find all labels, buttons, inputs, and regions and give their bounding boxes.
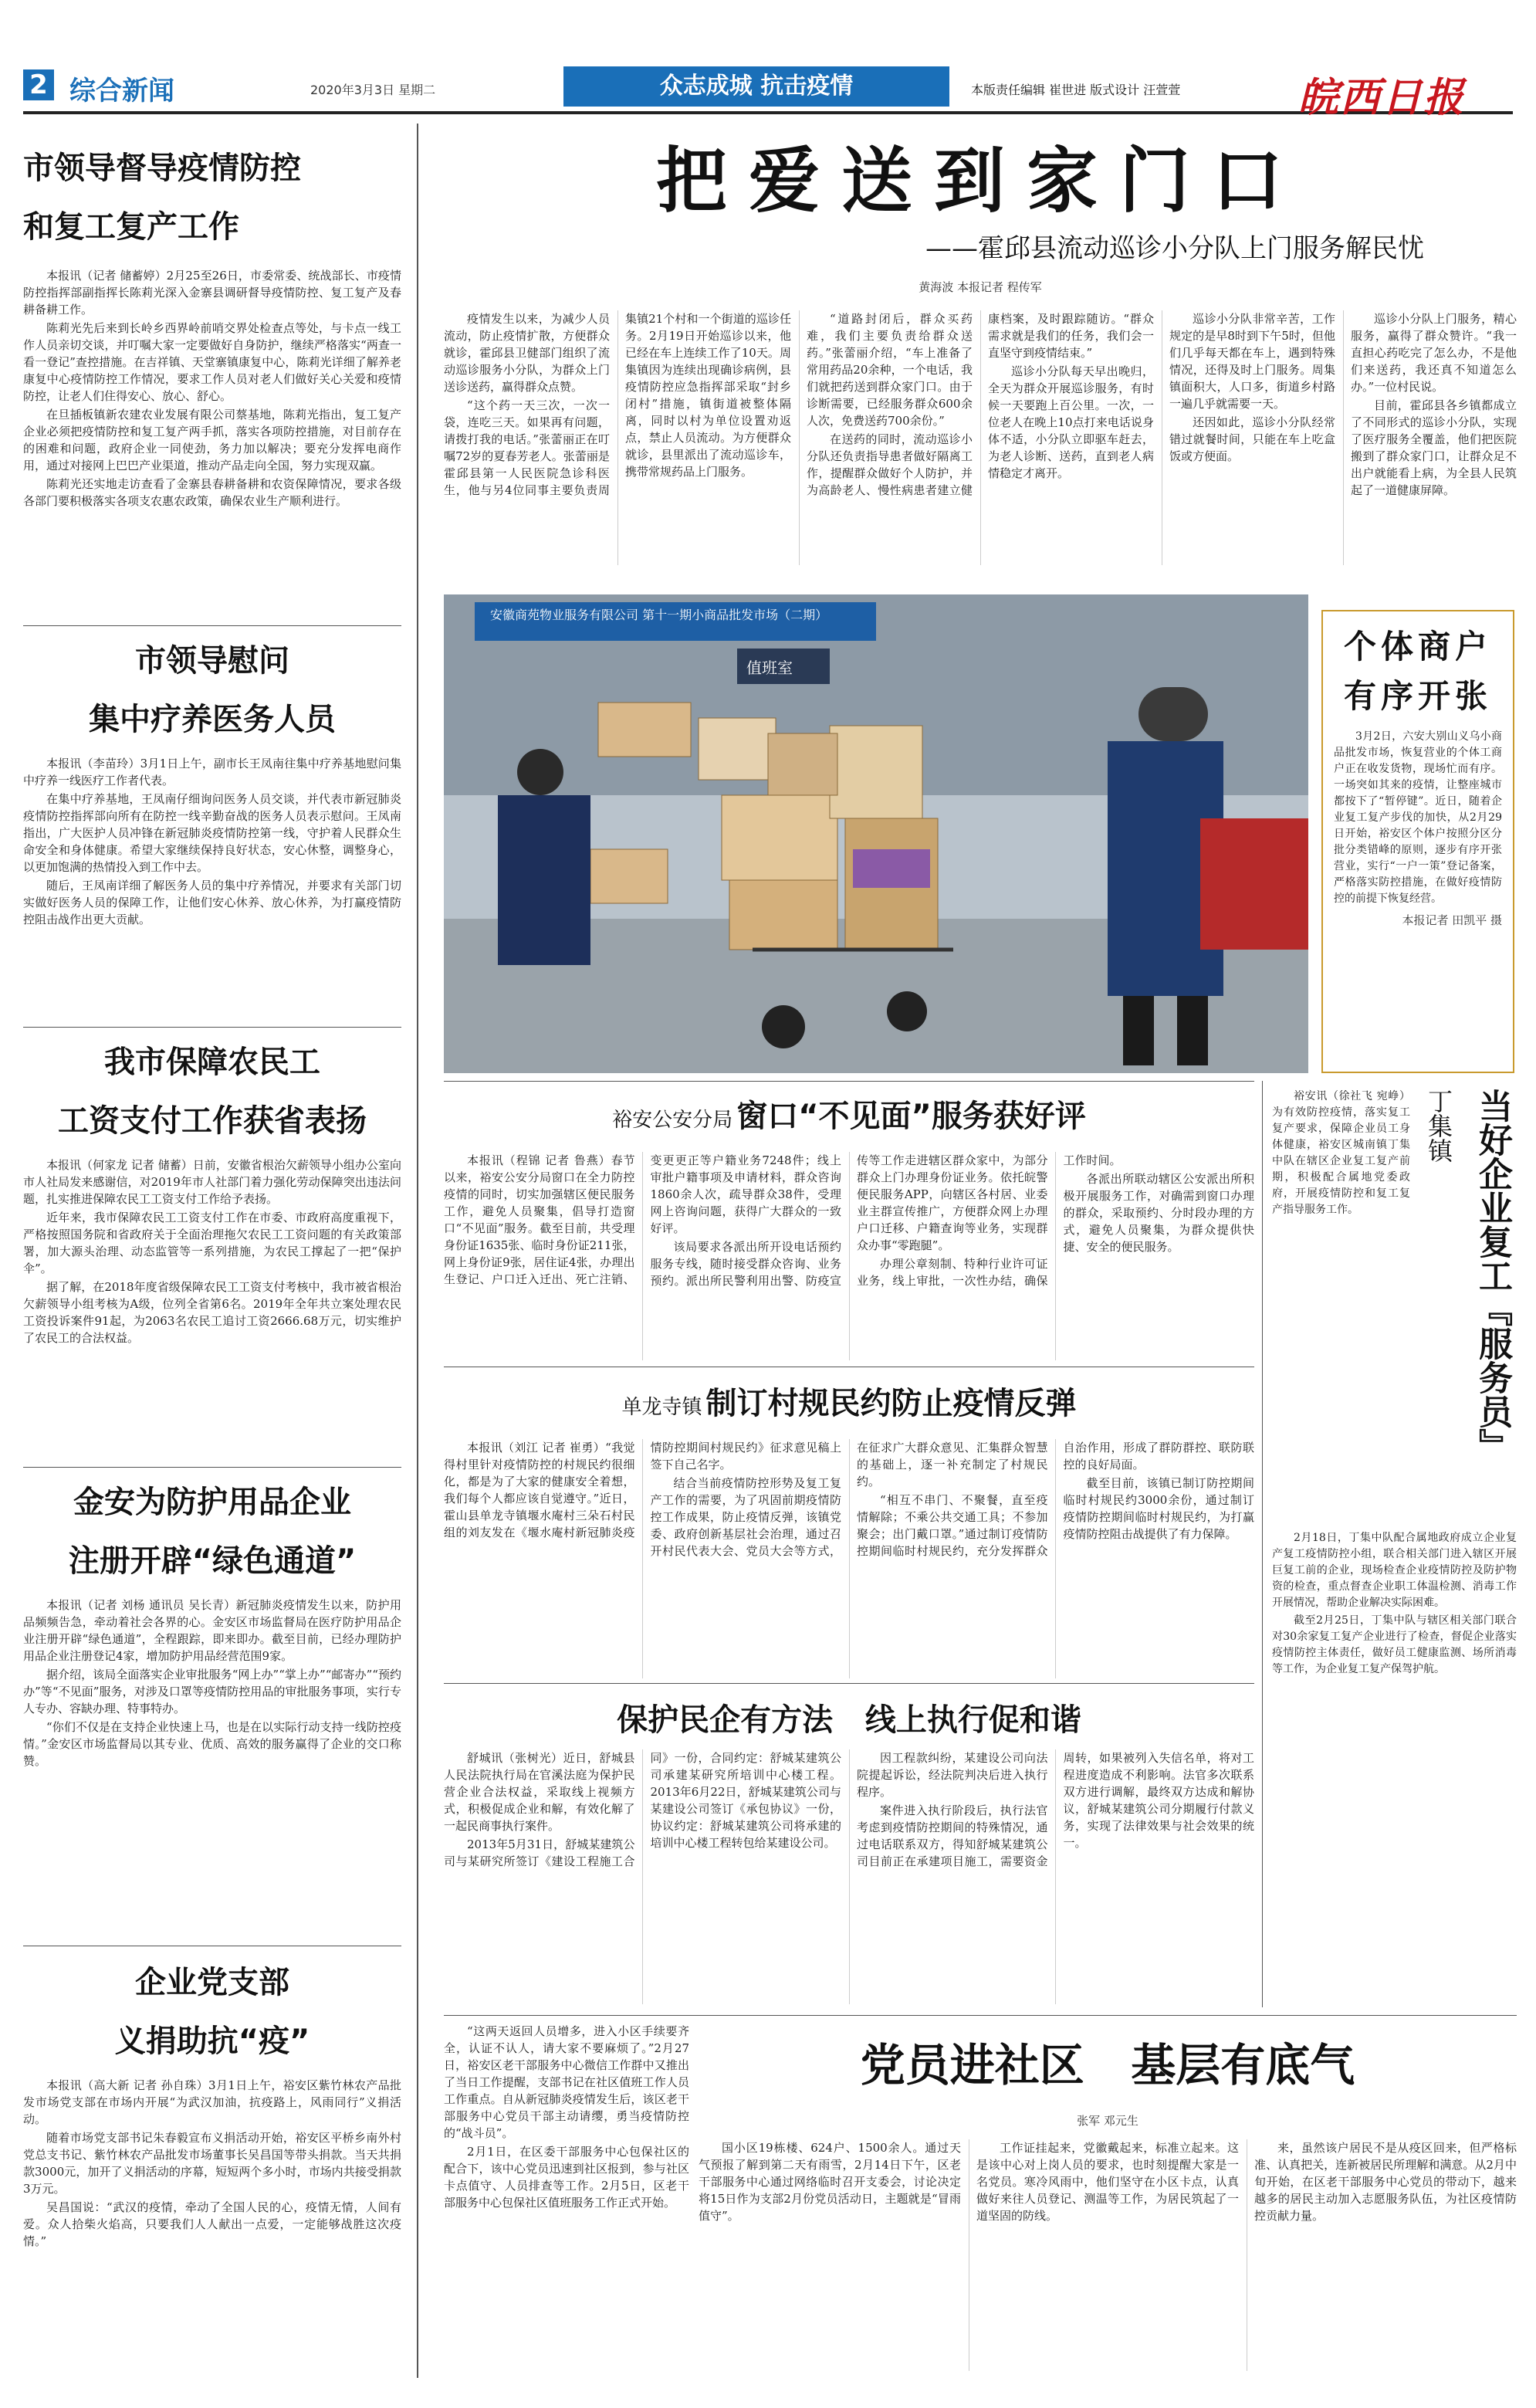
paragraph: 因工程款纠纷，某建设公司向法院提起诉讼，经法院判决后进入执行程序。: [857, 1751, 1048, 1799]
headline-line: 企业党支部: [135, 1965, 289, 2000]
article-body: [1272, 1530, 1517, 1678]
party-layout: [444, 2023, 1517, 2371]
headline-line: 我市保障农民工: [104, 1045, 320, 1080]
article-inspection: [23, 139, 401, 511]
headline: 党员进社区 基层有底气: [860, 2039, 1355, 2091]
paragraph: 陈莉光先后来到长岭乡西界岭前哨交界处检查点等处，与卡点一线工作人员亲切交谈，并叮嘱大家一定要做好自身防护，继续严格落实“两查一看一登记”查控措施。在吉祥镇、天堂寨镇康复中心，陈莉光详细了解养老康复中心疫情防控工作情况，要求工作人员对老人们做好关心关爱和疫情防控，让老人们住得安心、放心、舒心。: [23, 321, 401, 403]
article-village-rules: [444, 1374, 1254, 1678]
article-medical-staff: [23, 632, 401, 930]
paragraph: 2月1日，在区委干部服务中心包保社区的配合下，该中心党员迅速到社区报到，参与社区卡点值守、人员排查等工作。2月5日，区老干部服务中心包保社区值班服务工作正式开始。: [444, 2145, 689, 2210]
paragraph: “相互不串门、不聚餐，直至疫情解除；不乘公共交通工具；不参加聚会；出门戴口罩。”通过制订疫情防控期间临时村规民约，充分发挥群众自治作用，形成了群防群控、联防联控的良好局面。: [857, 1441, 1254, 1558]
column-divider: [1262, 1081, 1263, 2007]
paragraph: 各派出所联动辖区公安派出所积极开展服务工作，对确需到窗口办理的群众，采取预约、分时段办理的方式，避免人员聚集，为群众提供快捷、安全的便民服务。: [1063, 1172, 1254, 1254]
lead-paragraph: 本报讯（程锦 记者 鲁燕）春节以来，裕安公安分局窗口在全力防控疫情的同时，切实加强辖区便民服务工作，避免人员聚集，倡导打造窗口“不见面”服务。截至目前，共受理身份证1635张、临时身份证211张，网上身份证9张，居住证4张，办理出生登记、户口迁入迁出、死亡注销、变更更正等户籍业务7248件；线上审批户籍事项及申请材料，群众咨询1860余人次，疏导群众38件，受理网上咨询问题，获得广大群众的一致好评。: [444, 1153, 841, 1286]
article-dingji: [1272, 1089, 1517, 2007]
lead-paragraph: 本报讯（刘江 记者 崔勇）“我觉得村里针对疫情防控的村规民约很细化，都是为了大家的健康安全着想，我们每个人都应该自觉遵守。”近日，霍山县单龙寺镇堰水庵村三朵石村民组的刘友发在《堰水庵村新冠肺炎疫情防控期间村规民约》征求意见稿上签下自己名字。: [444, 1441, 841, 1539]
column-divider: [417, 124, 418, 2378]
divider: [444, 1081, 1254, 1082]
paragraph: 办理公章刻制、特种行业许可证业务，线上审批，一次性办结，确保工作时间。: [857, 1153, 1122, 1288]
paragraph: 结合当前疫情防控形势及复工复产工作的需要，为了巩固前期疫情防控工作成果，防止疫情反弹，该镇党委、政府创新基层社会治理，通过召开村民代表大会、党员大会等方式，在征求广大群众意见、汇集群众智慧的基础上，逐一补充制定了村规民约。: [650, 1441, 1048, 1558]
main-byline: 黄海波 本报记者 程传军: [919, 280, 1042, 294]
divider: [444, 2015, 1517, 2016]
headline-line: 注册开辟“绿色通道”: [68, 1543, 357, 1579]
paragraph: “你们不仅是在支持企业快速上马，也是在以实际行动支持一线防控疫情。”金安区市场监督局以其专业、优质、高效的服务赢得了企业的交口称赞。: [23, 1720, 401, 1768]
divider: [23, 625, 401, 626]
article-body: [23, 755, 401, 928]
paragraph: 该局要求各派出所开设电话预约服务专线，随时接受群众咨询、业务预约。派出所民警利用出警、防疫宣传等工作走进辖区群众家中，为部分群众上门办理身份证业务。依托皖警便民服务APP，向辖区各村居、业委业主群宣传推广，方便群众网上办理户口迁移、户籍查询等业务，实现群众办事“零跑腿”。: [650, 1153, 1048, 1288]
lead-paragraph: 本报讯（李苗玲）3月1日上午，副市长王凤南往集中疗养基地慰问集中疗养一线医疗工作者代表。: [23, 757, 401, 787]
lead-paragraph: 本报讯（记者 刘杨 通讯员 吴长青）新冠肺炎疫情发生以来，防护用品频频告急，牵动着社会各界的心。金安区市场监督局在医疗防护用品企业注册开辟“绿色通道”，全程跟踪，即来即办。截至目前，已经办理防护用品企业注册登记4家，增加防护用品经营范围9家。: [23, 1598, 401, 1663]
article-party-members: [444, 2023, 1517, 2371]
paragraph: “道路封闭后，群众买药难，我们主要负责给群众送药。”张蕾丽介绍，“车上准备了常用药品20余种，一个电话，我们就把药送到群众家门口。由于诊断需要，已经服务群众600余人次，免费送药700余份。”: [807, 312, 973, 428]
kicker: 裕安公安分局: [612, 1109, 733, 1132]
paragraph: 工作证挂起来，党徽戴起来，标准立起来。这是该中心对上岗人员的要求，也时刻提醒大家是一名党员。寒冷风雨中，他们坚守在小区卡点，认真做好来往人员登记、测温等工作，为居民筑起了一道坚固的防线。: [976, 2141, 1239, 2223]
paragraph: 截至2月25日，丁集中队与辖区相关部门联合对30余家复工复产企业进行了检查，督促企业落实疫情防控主体责任，做好员工健康监测、场所消毒等工作，为企业复工复产保驾护航。: [1272, 1614, 1517, 1675]
article-body: [444, 1749, 1254, 2004]
article-body: [23, 1157, 401, 1346]
section-title: 综合新闻: [69, 76, 174, 107]
issue-date: 2020年3月3日 星期二: [310, 83, 436, 97]
paragraph: 2013年5月31日，舒城某建筑公司与某研究所签订《建设工程施工合同》一份，合同约定：舒城某建筑公司承建某研究所培训中心楼工程。2013年6月22日，舒城某建筑公司与某建设公司签订《承包协议》一份，协议约定：舒城某建筑公司将承建的培训中心楼工程转包给某建设公司。: [444, 1751, 841, 1868]
headline-line: 和复工复产工作: [23, 209, 239, 245]
article-body: [23, 267, 401, 510]
headline-line: 工资支付工作获省表扬: [58, 1103, 367, 1139]
photo-caption-panel: [1138, 594, 1308, 1073]
headline: 保护民企有方法 线上执行促和谐: [617, 1702, 1081, 1738]
paragraph: 还因如此，巡诊小分队经常错过就餐时间，只能在车上吃盒饭或方便面。: [1169, 415, 1335, 463]
article-body: [699, 2139, 1517, 2371]
article-body-left: [444, 2023, 699, 2370]
paragraph: 在集中疗养基地，王凤南仔细询问医务人员交谈，并代表市新冠肺炎疫情防控指挥部向所有在防控一线辛勤奋战的医务人员表示慰问。王凤南指出，广大医护人员冲锋在新冠肺炎疫情防控第一线，守护着人民群众生命安全和身体健康。希望大家继续保持良好状态，安心休整，调整身心，以更加饱满的热情投入到工作中去。: [23, 792, 401, 874]
party-right: [699, 2023, 1517, 2371]
dingji-headline: 当好企业复工『服务员』: [1473, 1089, 1512, 1462]
article-wages: [23, 1033, 401, 1348]
paragraph: 据介绍，该局全面落实企业审批服务“网上办”“掌上办”“邮寄办”“预约办”等“不见面”服务，对涉及口罩等疫情防控用品的审批服务事项，实行专人专办、容缺办理、特事特办。: [23, 1668, 401, 1715]
dingji-kicker: 丁集镇: [1424, 1089, 1453, 1163]
headline-text: 窗口“不见面”服务获好评: [736, 1099, 1086, 1134]
paragraph: “这两天返回人员增多，进入小区手续要齐全，认证不认人，请大家不要麻烦了。”2月27日，裕安区老干部服务中心微信工作群中又推出了当日工作提醒，支部书记在社区值班工作人员工作重点。自从新冠肺炎疫情发生后，该区老干部服务中心党员干部主动请缨，勇当疫情防控的“战斗员”。: [444, 2024, 689, 2140]
paragraph: 目前，霍邱县各乡镇都成立了不同形式的巡诊小分队，实现了医疗服务全覆盖，他们把医院搬到了群众家门口，让群众足不出户就能看上病，为全县人民筑起了一道健康屏障。: [1351, 398, 1517, 497]
paragraph: 案件进入执行阶段后，执行法官考虑到疫情防控期间的特殊情况，通过电话联系双方，得知舒城某建筑公司目前正在承建项目施工，需要资金周转，如果被列入失信名单，将对工程进度造成不利影响。法官多次联系双方进行调解，最终双方达成和解协议，舒城某建筑公司分期履行付款义务，实现了法律效果与社会效果的统一。: [857, 1751, 1254, 1868]
main-article-body: [444, 310, 1517, 565]
kicker: 单龙寺镇: [621, 1396, 702, 1419]
dingji-title-block: [1272, 1089, 1517, 1521]
main-headline: 把爱送到家门口: [655, 140, 1304, 222]
paragraph: 巡诊小分队每天早出晚归，全天为群众开展巡诊服务，有时候一天要跑上百公里。一次，一位老人在晚上10点打来电话说身体不适，小分队立即驱车赶去，为老人诊断、送药，直到老人病情稳定才离开。: [988, 364, 1154, 480]
store-sign: 安徽商苑物业服务有限公司 第十一期小商品批发市场（二期）: [490, 608, 828, 622]
lead-paragraph: 舒城讯（张树光）近日，舒城县人民法院执行局在官溪法庭为保护民营企业合法权益，采取线上视频方式，积极促成企业和解，有效化解了一起民商事执行案件。: [444, 1751, 635, 1833]
paragraph: 来，虽然该户居民不是从疫区回来，但严格标准、认真把关，连新被居民所理解和满意。从2月中旬开始，在区老干部服务中心党员的带动下，越来越多的居民主动加入志愿服务队伍，为社区疫情防控贡献力量。: [1254, 2141, 1517, 2223]
article-body: [23, 1597, 401, 1770]
paragraph: 在旦插板镇新农建农业发展有限公司蔡基地，陈莉光指出，复工复产企业必须把疫情防控和复工复产两手抓，落实各项防控措施，对目前存在的困难和问题，政府企业一同使劲，务力加以解决；要充分发挥电商作用，通过对接网上巴巴产业渠道，推动产品走向全国，努力实现双赢。: [23, 408, 401, 472]
paragraph: 据了解，在2018年度省级保障农民工工资支付考核中，我市被省根治欠薪领导小组考核为A级，位列全省第6名。2019年全年共立案处理农民工资投诉案件91起，为2063名农民工追讨工资2666.68万元，切实维护了农民工的合法权益。: [23, 1280, 401, 1345]
photo-credit: 本报记者 田凯平 摄: [1402, 913, 1502, 927]
paragraph: 巡诊小分队非常辛苦，工作规定的是早8时到下午5时，但他们几乎每天都在车上，遇到特殊情况，还得及时上门服务。周集镇面积大，人口多，街道乡村路一遍几乎就需要一天。: [1169, 312, 1335, 411]
headline: [23, 198, 401, 256]
duty-room-sign: 值班室: [746, 659, 793, 677]
photo-caption: [1321, 610, 1514, 1073]
main-subtitle: ——霍邱县流动巡诊小分队上门服务解民忧: [925, 233, 1424, 264]
lead-paragraph: 本报讯（记者 储蓄婷）2月25至26日，市委常委、统战部长、市疫情防控指挥部副指挥长陈莉光深入金寨县调研督导疫情防控、复工复产及春耕备耕工作。: [23, 269, 401, 317]
lead-paragraph: 本报讯（高大新 记者 孙自珠）3月1日上午，裕安区紫竹林农产品批发市场党支部在市场内开展“为武汉加油，抗疫路上，风雨同行”义捐活动。: [23, 2078, 401, 2126]
headline-line: 金安为防护用品企业: [73, 1485, 351, 1520]
paragraph: 随着市场党支部书记朱春毅宣布义捐活动开始，裕安区平桥乡南外村党总支书记、紫竹林农产品批发市场董事长吴昌国等带头捐款。当天共捐款3000元，加开了义捐活动的序幕，短短两个多小时，市场内共接受捐款3万元。: [23, 2131, 401, 2196]
caption-text: [1334, 729, 1502, 907]
paragraph: 吴昌国说：“武汉的疫情，牵动了全国人民的心，疫情无情，人间有爱。众人拾柴火焰高，只要我们人人献出一点爱，一定能够战胜这次疫情。”: [23, 2200, 401, 2248]
lead-paragraph: 裕安讯（徐社飞 宛峥）为有效防控疫情，落实复工复产要求，保障企业员工身体健康，裕安区城南镇丁集中队在辖区企业复工复产前期，积极配合属地党委政府，开展疫情防控和复工复产指导服务工作。: [1272, 1090, 1410, 1216]
headline-line: 义捐助抗“疫”: [114, 2024, 310, 2059]
paragraph: 随后，王凤南详细了解医务人员的集中疗养情况，并要求有关部门切实做好医务人员的保障工作，让他们安心休养、放心休养，为打赢疫情防控阻击战作出更大贡献。: [23, 879, 401, 926]
headline-line: 集中疗养医务人员: [89, 702, 336, 737]
divider: [23, 1467, 401, 1468]
article-window-service: [444, 1087, 1254, 1360]
article-body: [23, 2077, 401, 2250]
paragraph: 近年来，我市保障农民工工资支付工作在市委、市政府高度重视下，严格按照国务院和省政府关于全面治理拖欠农民工工资问题的有关政策部署，加大源头治理、动态监管等一系列措施，为农民工撑起了一把“保护伞”。: [23, 1211, 401, 1275]
headline-line: 市领导慰问: [135, 643, 289, 679]
paragraph: 截至目前，该镇已制订防控期间临时村规民约3000余份，通过制订疫情防控期间临时村规民约，为打赢疫情防控阻击战提供了有力保障。: [1063, 1476, 1254, 1541]
divider: [23, 1027, 401, 1028]
article-body: [444, 1152, 1254, 1360]
byline: 张军 邓元生: [1077, 2114, 1138, 2128]
headline-text: 制订村规民约防止疫情反弹: [705, 1386, 1077, 1421]
article-body: [444, 1439, 1254, 1678]
divider: [444, 1683, 1254, 1684]
article-green-channel: [23, 1473, 401, 1771]
paragraph: 巡诊小分队上门服务，精心服务，赢得了群众赞许。“我一直担心药吃完了怎么办，不是他们来送药，我还真不知道怎么办。”一位村民说。: [1351, 312, 1517, 394]
page-header: [23, 63, 1513, 121]
newspaper-logo: 皖西日报: [1298, 74, 1466, 121]
paragraph: 2月18日，丁集中队配合属地政府成立企业复产复工疫情防控小组，联合相关部门进入辖区开展巨复工前的企业，现场检查企业疫情防控及防护物资的检查，重点督查企业职工体温检测、消毒工作开展情况，帮助企业解决实际困难。: [1272, 1532, 1517, 1609]
paragraph: 疫情发生以来，为减少人员流动，防止疫情扩散，方便群众就诊，霍邱县卫健部门组织了流动巡诊服务小分队，为群众上门送诊送药，赢得群众点赞。: [444, 312, 610, 394]
headline: [444, 1087, 1254, 1152]
editor-credits: 本版责任编辑 崔世进 版式设计 汪萱萱: [971, 83, 1181, 97]
main-article: [444, 139, 1517, 565]
lead-paragraph: 本报讯（何家龙 记者 储蓄）日前，安徽省根治欠薪领导小组办公室向市人社局发来感谢信，对2019年市人社部门着力强化劳动保障突出违法问题，扎实推进保障农民工工资支付工作给予表扬。: [23, 1158, 401, 1206]
column-banner: 众志成城 抗击疫情: [563, 66, 949, 107]
news-photo: [444, 594, 1308, 1073]
page-number: 2: [23, 69, 54, 100]
headline-line: 市领导督导疫情防控: [23, 151, 301, 186]
headline: [444, 1374, 1254, 1439]
article-donation: [23, 1953, 401, 2251]
headline: [23, 139, 401, 198]
caption-paragraph: 3月2日，六安大别山义乌小商品批发市场，恢复营业的个体工商户正在收发货物，现场忙而有序。一场突如其来的疫情，让整座城市都按下了“暂停键”。近日，随着企业复工复产步伐的加快，从2月29日开始，裕安区个体户按照分区分批分类错峰的原则，逐步有序开张营业，实行“一户一策”登记备案，严格落实防控措施，在做好疫情防控的前提下恢复经营。: [1334, 730, 1502, 905]
paragraph: “这个药一天三次，一次一袋，连吃三天。如果再有问题，请拨打我的电话。”张蕾丽正在叮嘱72岁的夏春芳老人。张蕾丽是霍邱县第一人民医院急诊科医生，他与另4位同事主要负责周集镇21个村和一个街道的巡诊任务。2月19日开始巡诊以来，他已经在车上连续工作了10天。周集镇因为连续出现确诊病例，县疫情防控应急指挥部采取“封乡闭村”措施，镇街道被整体隔离，同时以村为单位设置劝返点，禁止人员流动。为方便群众就诊，县里派出了流动巡诊车，携带常规药品上门服务。: [444, 312, 791, 497]
paragraph: 陈莉光还实地走访查看了金寨县春耕备耕和农资保障情况，要求各级各部门要积极落实各项支农惠农政策，确保农业生产顺利进行。: [23, 477, 401, 508]
paragraph: 国小区19栋楼、624户、1500余人。通过天气预报了解到第二天有雨雪，2月14日下午，区老干部服务中心通过网络临时召开支委会，讨论决定将15日作为支部2月份党员活动日，主题就是“冒雨值守”。: [699, 2141, 961, 2223]
caption-title: 个体商户有序开张: [1343, 628, 1492, 715]
paragraph: 在送药的同时，流动巡诊小分队还负责指导患者做好隔离工作，提醒群众做好个人防护，并为高龄老人、慢性病患者建立健康档案，及时跟踪随访。“群众需求就是我们的任务，我们会一直坚守到疫情结束。”: [807, 312, 1154, 497]
article-enterprise: [444, 1691, 1254, 2004]
dingji-lead: [1272, 1089, 1410, 1521]
